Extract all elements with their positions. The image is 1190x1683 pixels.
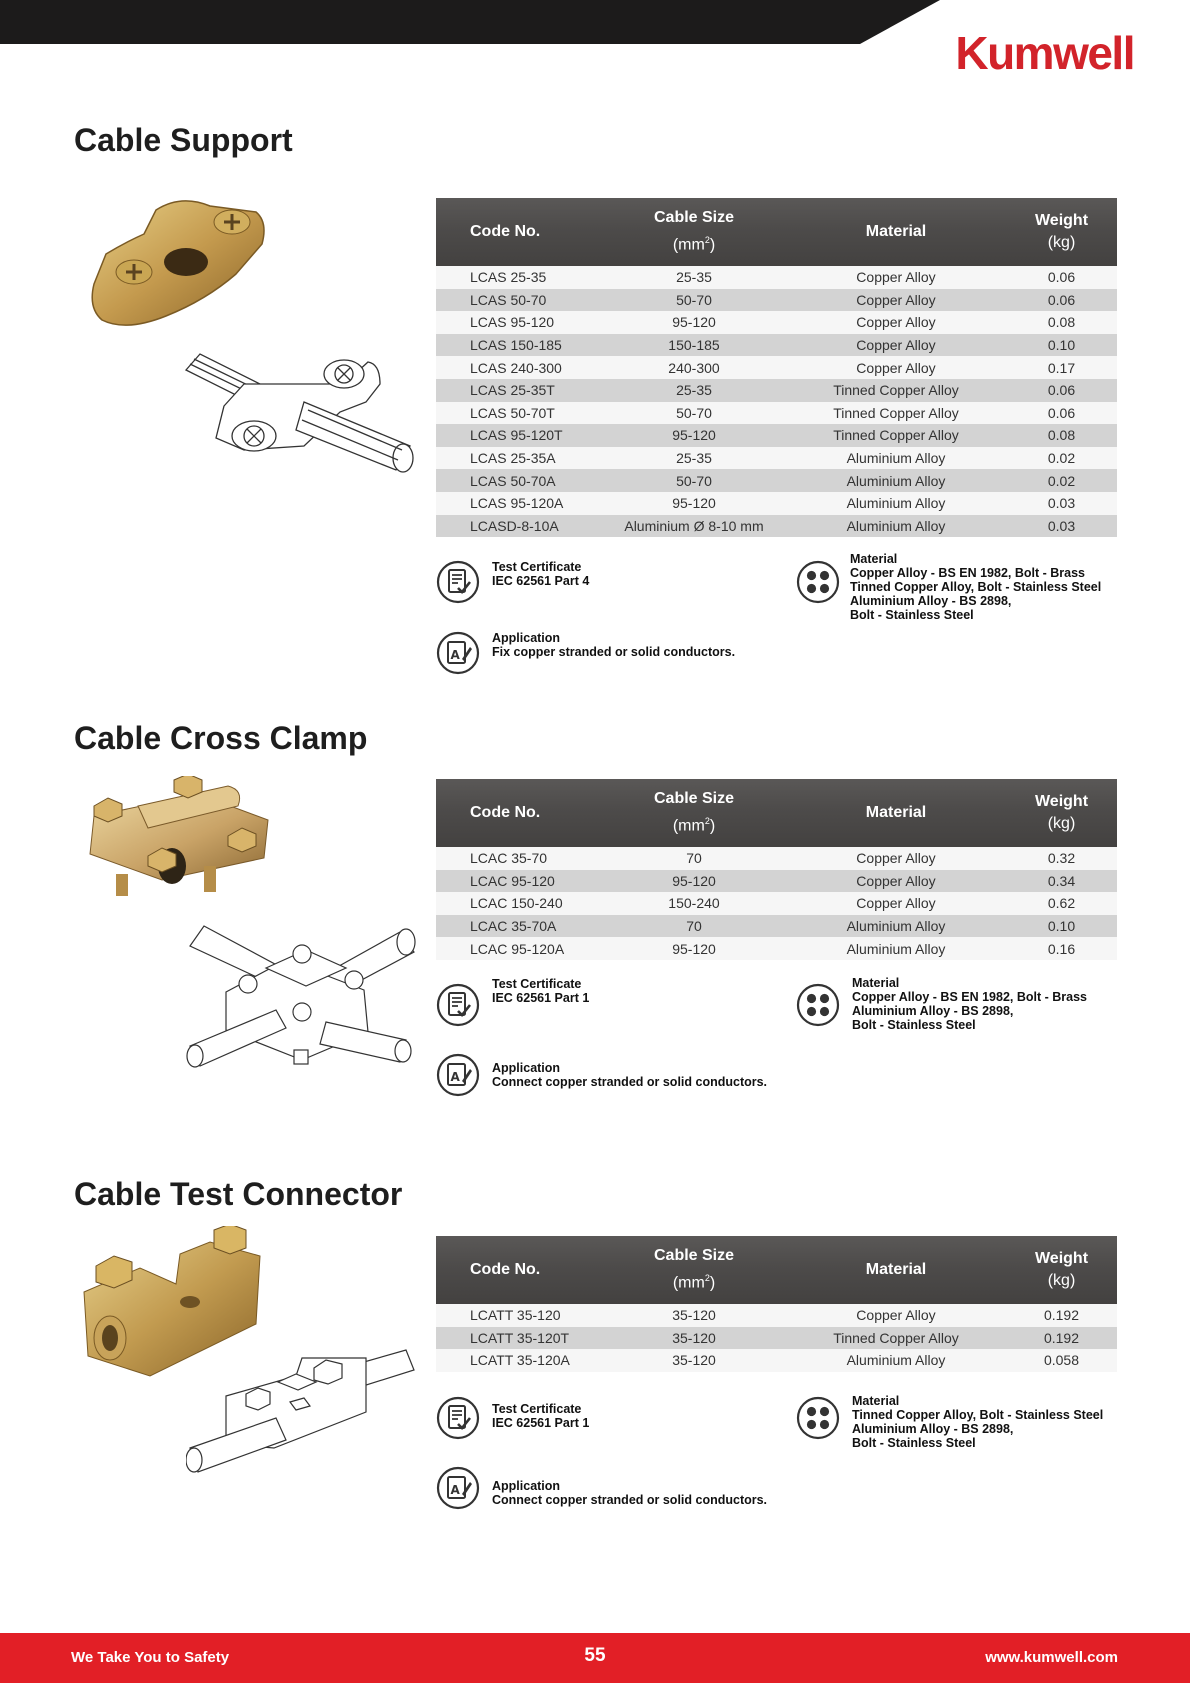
application-label: Application [492,631,561,645]
certificate-value: IEC 62561 Part 1 [492,991,590,1005]
spec-table-cable-support [436,198,1117,537]
cell-code-no: LCAS 95-120T [436,424,602,447]
cell-cable-size: 25-35 [602,447,786,470]
cell-material: Aluminium Alloy [786,937,1006,960]
cell-code-no: LCAS 50-70T [436,402,602,425]
table-row [436,447,1117,470]
cell-cable-size: 240-300 [602,356,786,379]
cell-code-no: LCAC 35-70 [436,847,602,870]
material-line: Bolt - Stainless Steel [852,1436,976,1450]
cell-code-no: LCAS 25-35 [436,266,602,289]
table-header [436,1236,1117,1304]
table-row [436,1349,1117,1372]
table-row [436,892,1117,915]
material-line: Tinned Copper Alloy, Bolt - Stainless Steel [850,580,1102,594]
cell-weight: 0.08 [1006,424,1117,447]
cell-material: Aluminium Alloy [786,515,1006,538]
cell-weight: 0.32 [1006,847,1117,870]
certificate-icon [436,1396,480,1440]
cell-weight: 0.06 [1006,402,1117,425]
cell-code-no: LCATT 35-120A [436,1349,602,1372]
cell-weight: 0.03 [1006,492,1117,515]
certificate-icon [436,560,480,604]
cell-material: Copper Alloy [786,356,1006,379]
application-label: Application [492,1061,561,1075]
spec-table-cable-test-connector [436,1236,1117,1372]
cell-cable-size: 95-120 [602,424,786,447]
table-row [436,492,1117,515]
table-row [436,870,1117,893]
cell-cable-size: 50-70 [602,402,786,425]
table-row [436,515,1117,538]
table-body [436,266,1117,537]
table-row [436,311,1117,334]
cell-weight: 0.02 [1006,469,1117,492]
certificate-label: Test Certificate [492,560,582,574]
svg-text:A: A [450,648,460,662]
certificate-label: Test Certificate [492,1402,582,1416]
section-title-cable-cross-clamp: Cable Cross Clamp [74,720,368,756]
header-cable-size: Cable Size $(mm^2)$ [602,198,786,266]
section-title-cable-test-connector: Cable Test Connector [74,1176,403,1212]
material-line: Bolt - Stainless Steel [850,608,974,622]
cell-material: Aluminium Alloy [786,1349,1006,1372]
cell-cable-size: 70 [602,847,786,870]
application-value: Connect copper stranded or solid conductors. [492,1075,768,1089]
cable-test-connector-drawing [186,1348,418,1478]
material-label: Material [850,552,898,566]
cell-material: Copper Alloy [786,334,1006,357]
cell-code-no: LCAS 25-35T [436,379,602,402]
page-number: 55 [584,1645,606,1666]
cell-code-no: LCAS 25-35A [436,447,602,470]
header-code-no: Code No. [436,1236,602,1304]
footer-bar [0,1633,1190,1683]
table-row [436,402,1117,425]
cell-code-no: LCAC 35-70A [436,915,602,938]
cell-weight: 0.03 [1006,515,1117,538]
cell-material: Copper Alloy [786,847,1006,870]
cell-code-no: LCAC 95-120A [436,937,602,960]
material-line: Aluminium Alloy - BS 2898, [852,1422,1014,1436]
header-code-no: Code No. [436,198,602,266]
material-icon [796,983,840,1027]
header-cable-size: Cable Size $(mm^2)$ [602,1236,786,1304]
cell-code-no: LCASD-8-10A [436,515,602,538]
cell-weight: 0.02 [1006,447,1117,470]
material-label: Material [852,976,900,990]
cell-material: Copper Alloy [786,892,1006,915]
cell-material: Tinned Copper Alloy [786,424,1006,447]
cell-weight: 0.06 [1006,289,1117,312]
kumwell-logo: Kumwell [955,27,1134,79]
cell-material: Tinned Copper Alloy [786,1327,1006,1350]
material-line: Aluminium Alloy - BS 2898, [850,594,1012,608]
cell-cable-size: 35-120 [602,1349,786,1372]
header-weight: Weight (kg) [1006,198,1117,266]
cell-material: Aluminium Alloy [786,469,1006,492]
table-row [436,1327,1117,1350]
cell-cable-size: 70 [602,915,786,938]
cell-weight: 0.16 [1006,937,1117,960]
header-code-no: Code No. [436,779,602,847]
material-line: Bolt - Stainless Steel [852,1018,976,1032]
cell-weight: 0.62 [1006,892,1117,915]
cell-code-no: LCAS 240-300 [436,356,602,379]
cell-code-no: LCAC 95-120 [436,870,602,893]
table-header [436,779,1117,847]
table-row [436,424,1117,447]
footer-tagline: We Take You to Safety [71,1649,230,1666]
table-body [436,1304,1117,1372]
cell-code-no: LCAC 150-240 [436,892,602,915]
cell-material: Copper Alloy [786,266,1006,289]
cell-cable-size: 95-120 [602,492,786,515]
cell-material: Tinned Copper Alloy [786,402,1006,425]
cell-weight: 0.06 [1006,379,1117,402]
cell-code-no: LCATT 35-120T [436,1327,602,1350]
cell-weight: 0.08 [1006,311,1117,334]
section-title-cable-support: Cable Support [74,122,293,158]
cell-cable-size: 95-120 [602,870,786,893]
cable-cross-clamp-photo [78,776,276,910]
cell-weight: 0.192 [1006,1304,1117,1327]
cell-cable-size: 35-120 [602,1327,786,1350]
table-body [436,847,1117,960]
table-row [436,379,1117,402]
material-line: Copper Alloy - BS EN 1982, Bolt - Brass [852,990,1088,1004]
application-value: Fix copper stranded or solid conductors. [492,645,736,659]
cell-code-no: LCAS 50-70 [436,289,602,312]
table-header [436,198,1117,266]
cell-cable-size: 95-120 [602,937,786,960]
table-row [436,469,1117,492]
cell-material: Copper Alloy [786,311,1006,334]
material-icon [796,1396,840,1440]
cell-code-no: LCAS 95-120 [436,311,602,334]
cell-code-no: LCAS 150-185 [436,334,602,357]
material-line: Aluminium Alloy - BS 2898, [852,1004,1014,1018]
header-weight: Weight (kg) [1006,779,1117,847]
table-row [436,847,1117,870]
cell-code-no: LCATT 35-120 [436,1304,602,1327]
cell-weight: 0.10 [1006,334,1117,357]
certificate-value: IEC 62561 Part 4 [492,574,590,588]
cell-material: Tinned Copper Alloy [786,379,1006,402]
application-icon [436,1466,480,1510]
cell-weight: 0.10 [1006,915,1117,938]
cell-material: Aluminium Alloy [786,492,1006,515]
cable-support-drawing [184,350,418,502]
table-row [436,1304,1117,1327]
application-icon [436,631,480,675]
material-icon [796,560,840,604]
header-material: Material [786,1236,1006,1304]
cell-weight: 0.058 [1006,1349,1117,1372]
cell-material: Copper Alloy [786,289,1006,312]
cell-weight: 0.34 [1006,870,1117,893]
cell-material: Copper Alloy [786,1304,1006,1327]
table-row [436,356,1117,379]
cell-cable-size: 35-120 [602,1304,786,1327]
cell-cable-size: 150-240 [602,892,786,915]
svg-text:A: A [450,1483,460,1497]
certificate-value: IEC 62561 Part 1 [492,1416,590,1430]
cell-cable-size: 95-120 [602,311,786,334]
table-row [436,289,1117,312]
application-icon [436,1053,480,1097]
cell-weight: 0.06 [1006,266,1117,289]
header-weight: Weight (kg) [1006,1236,1117,1304]
certificate-icon [436,983,480,1027]
cell-weight: 0.192 [1006,1327,1117,1350]
cell-cable-size: Aluminium Ø 8-10 mm [602,515,786,538]
header-material: Material [786,779,1006,847]
application-label: Application [492,1479,561,1493]
header-cable-size: Cable Size $(mm^2)$ [602,779,786,847]
cell-weight: 0.17 [1006,356,1117,379]
cable-cross-clamp-drawing [186,920,418,1070]
cell-cable-size: 50-70 [602,469,786,492]
table-row [436,334,1117,357]
spec-table-cable-cross-clamp [436,779,1117,960]
table-row [436,915,1117,938]
cell-material: Copper Alloy [786,870,1006,893]
svg-text:A: A [450,1070,460,1084]
cell-code-no: LCAS 95-120A [436,492,602,515]
cell-code-no: LCAS 50-70A [436,469,602,492]
table-row [436,937,1117,960]
material-line: Copper Alloy - BS EN 1982, Bolt - Brass [850,566,1086,580]
certificate-label: Test Certificate [492,977,582,991]
table-row [436,266,1117,289]
material-label: Material [852,1394,900,1408]
cell-cable-size: 25-35 [602,379,786,402]
material-line: Tinned Copper Alloy, Bolt - Stainless Steel [852,1408,1104,1422]
cell-material: Aluminium Alloy [786,915,1006,938]
cell-material: Aluminium Alloy [786,447,1006,470]
cell-cable-size: 150-185 [602,334,786,357]
footer-url-link[interactable]: www.kumwell.com [985,1649,1118,1666]
cable-support-photo [86,192,270,342]
cell-cable-size: 50-70 [602,289,786,312]
cell-cable-size: 25-35 [602,266,786,289]
application-value: Connect copper stranded or solid conductors. [492,1493,768,1507]
header-material: Material [786,198,1006,266]
